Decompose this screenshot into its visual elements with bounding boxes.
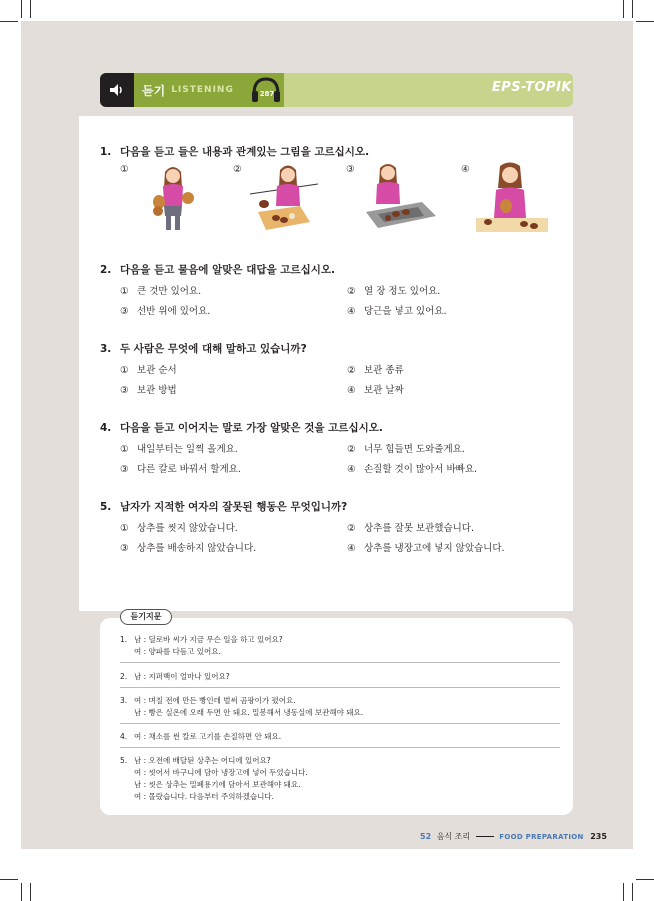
question-5-option-1[interactable]: ① 상추를 씻지 않았습니다. [120,523,238,534]
transcript-line: 1. 남 : 딜로바 씨가 지금 무슨 일을 하고 있어요? [120,635,283,644]
question-4-option-4[interactable]: ④ 손질할 것이 많아서 바빠요. [347,464,478,475]
footer-rule [476,836,494,837]
question-4-title: 4. 다음을 듣고 이어지는 말로 가장 알맞은 것을 고르십시오. [100,422,383,434]
transcript-line: 3. 여 : 며칠 전에 만든 빵인데 벌써 곰팡이가 폈어요. [120,696,296,705]
transcript-line: 여 : 몰랐습니다. 다음부터 주의하겠습니다. [134,792,274,801]
question-2-option-1[interactable]: ① 큰 것만 있어요. [120,286,202,297]
question-3-title: 3. 두 사람은 무엇에 대해 말하고 있습니까? [100,343,307,355]
question-1-title: 1. 다음을 듣고 들은 내용과 관계있는 그림을 고르십시오. [100,146,370,158]
question-4-option-3[interactable]: ③ 다른 칼로 바꿔서 할게요. [120,464,241,475]
transcript-label: 듣기지문 [120,609,172,625]
question-2-option-3[interactable]: ③ 선반 위에 있어요. [120,306,211,317]
picture-option-2-mark[interactable]: ② [233,164,242,175]
section-title: 듣기 [142,83,166,98]
transcript-line: 남 : 빵은 실온에 오래 두면 안 돼요. 밀봉해서 냉동실에 보관해야 돼요. [134,708,364,717]
transcript-divider [120,747,560,748]
picture-option-3-mark[interactable]: ③ [346,164,355,175]
brand-logo: EPS-TOPIK [491,80,572,95]
question-3-option-4[interactable]: ④ 보관 날짜 [347,385,404,396]
page-number: 235 [590,832,607,841]
transcript-line: 2. 남 : 지퍼백이 얼마나 있어요? [120,672,230,681]
picture-option-4-mark[interactable]: ④ [461,164,470,175]
question-2-title: 2. 다음을 듣고 물음에 알맞은 대답을 고르십시오. [100,264,335,276]
crop-mark [636,21,654,22]
question-3-option-2[interactable]: ② 보관 종류 [347,365,404,376]
page-footer [420,831,607,842]
crop-mark [21,883,22,901]
question-3-option-1[interactable]: ① 보관 순서 [120,365,177,376]
question-2-option-2[interactable]: ② 열 장 정도 있어요. [347,286,441,297]
crop-mark [0,21,18,22]
question-5-option-2[interactable]: ② 상추를 잘못 보관했습니다. [347,523,475,534]
crop-mark [30,0,31,18]
woman-washing-in-sink-icon[interactable] [362,162,438,234]
crop-mark [623,0,624,18]
transcript-line: 여 : 씻어서 바구니에 담아 냉장고에 넣어 두었습니다. [134,768,308,777]
transcript-divider [120,723,560,724]
transcript-line: 5. 남 : 오전에 배달된 상추는 어디에 있어요? [120,756,271,765]
unit-english-title: FOOD PREPARATION [499,833,584,841]
picture-option-1-mark[interactable]: ① [120,164,129,175]
woman-carrying-potatoes-icon[interactable] [148,162,198,234]
transcript-divider [120,687,560,688]
question-3-option-3[interactable]: ③ 보관 방법 [120,385,177,396]
section-subtitle: LISTENING [171,85,234,95]
audio-button[interactable] [100,73,134,107]
transcript-divider [120,662,560,663]
transcript-line: 여 : 양파를 다듬고 있어요. [134,647,221,656]
crop-mark [632,0,633,18]
transcript-line: 남 : 씻은 상추는 밀폐용기에 담아서 보관해야 돼요. [134,780,301,789]
crop-mark [30,883,31,901]
crop-mark [21,0,22,18]
crop-mark [623,883,624,901]
unit-number: 52 [420,832,432,841]
unit-title: 음식 조리 [436,832,471,841]
question-5-option-4[interactable]: ④ 상추를 냉장고에 넣지 않았습니다. [347,543,505,554]
crop-mark [636,879,654,880]
question-5-option-3[interactable]: ③ 상추를 배송하지 않았습니다. [120,543,257,554]
woman-peeling-potato-icon[interactable] [476,162,548,234]
question-5-title: 5. 남자가 지적한 여자의 잘못된 행동은 무엇입니까? [100,501,348,513]
question-4-option-1[interactable]: ① 내일부터는 일찍 올게요. [120,444,238,455]
question-2-option-4[interactable]: ④ 당근을 넣고 있어요. [347,306,447,317]
question-4-option-2[interactable]: ② 너무 힘들면 도와줄게요. [347,444,465,455]
woman-cutting-on-board-icon[interactable] [250,162,318,234]
transcript-line: 4. 여 : 채소를 썬 칼로 고기를 손질하면 안 돼요. [120,732,282,741]
track-number: 287 [259,90,275,98]
crop-mark [632,883,633,901]
speaker-icon [109,83,125,97]
crop-mark [0,879,18,880]
